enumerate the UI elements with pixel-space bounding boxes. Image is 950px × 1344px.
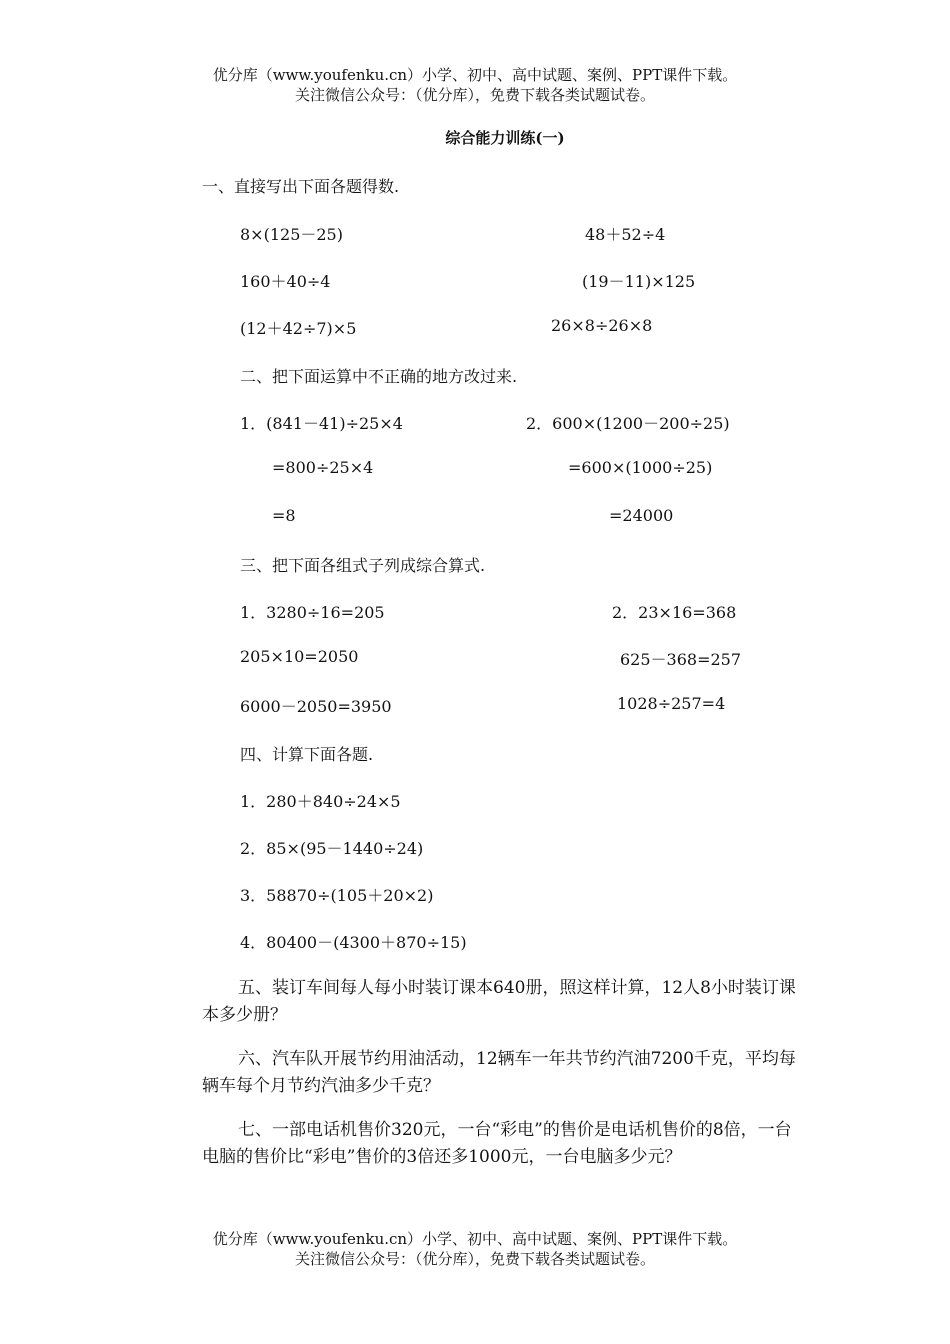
- section1-item: 48＋52÷4: [585, 225, 666, 244]
- section1-item: 160＋40÷4: [240, 272, 331, 291]
- section4-item: 4．80400－(4300＋870÷15): [240, 933, 467, 952]
- section1-heading: 一、直接写出下面各题得数.: [202, 177, 400, 196]
- footer-line-1: 优分库（www.youfenku.cn）小学、初中、高中试题、案例、PPT课件下载。: [212, 1230, 738, 1248]
- section1-item: 8×(125－25): [240, 225, 343, 244]
- section4-item: 3．58870÷(105＋20×2): [240, 886, 434, 905]
- section3-q1-line: 1．3280÷16=205: [240, 603, 385, 622]
- section2-q2-line: =24000: [609, 506, 674, 525]
- section2-q1-line: =800÷25×4: [272, 458, 374, 477]
- section1-item: (19－11)×125: [582, 272, 696, 291]
- problem-7: 七、一部电话机售价320元，一台“彩电”的售价是电话机售价的8倍，一台电脑的售价比“彩电”售价的3倍还多1000元，一台电脑多少元？: [202, 1120, 792, 1167]
- problem-6: 六、汽车队开展节约用油活动，12辆车一年共节约汽油7200千克，平均每辆车每个月节约汽油多少千克？: [202, 1049, 796, 1096]
- section1-item: (12＋42÷7)×5: [240, 319, 357, 338]
- problem-5: 五、装订车间每人每小时装订课本640册，照这样计算，12人8小时装订课本多少册？: [202, 978, 796, 1025]
- section2-q2-line: =600×(1000÷25): [568, 458, 713, 477]
- section2-q2-line: 2．600×(1200－200÷25): [526, 414, 730, 433]
- footer-line-2: 关注微信公众号：（优分库），免费下载各类试题试卷。: [294, 1250, 655, 1268]
- section4-item: 1．280＋840÷24×5: [240, 792, 401, 811]
- section3-q2-line: 625－368=257: [620, 650, 742, 669]
- header-line-2: 关注微信公众号：（优分库），免费下载各类试题试卷。: [294, 86, 655, 104]
- section3-q1-line: 6000－2050=3950: [240, 697, 392, 716]
- section3-q2-line: 1028÷257=4: [617, 694, 726, 713]
- section1-item: 26×8÷26×8: [551, 316, 653, 335]
- section3-heading: 三、把下面各组式子列成综合算式.: [240, 556, 486, 575]
- header-line-1: 优分库（www.youfenku.cn）小学、初中、高中试题、案例、PPT课件下载。: [212, 66, 738, 84]
- section4-heading: 四、计算下面各题.: [240, 745, 374, 764]
- page-title: 综合能力训练(一): [445, 129, 565, 147]
- section3-q1-line: 205×10=2050: [240, 647, 359, 666]
- section2-q1-line: 1．(841－41)÷25×4: [240, 414, 403, 433]
- section2-q1-line: =8: [272, 506, 296, 525]
- section4-item: 2．85×(95－1440÷24): [240, 839, 424, 858]
- section2-heading: 二、把下面运算中不正确的地方改过来.: [240, 367, 518, 386]
- section3-q2-line: 2．23×16=368: [612, 603, 737, 622]
